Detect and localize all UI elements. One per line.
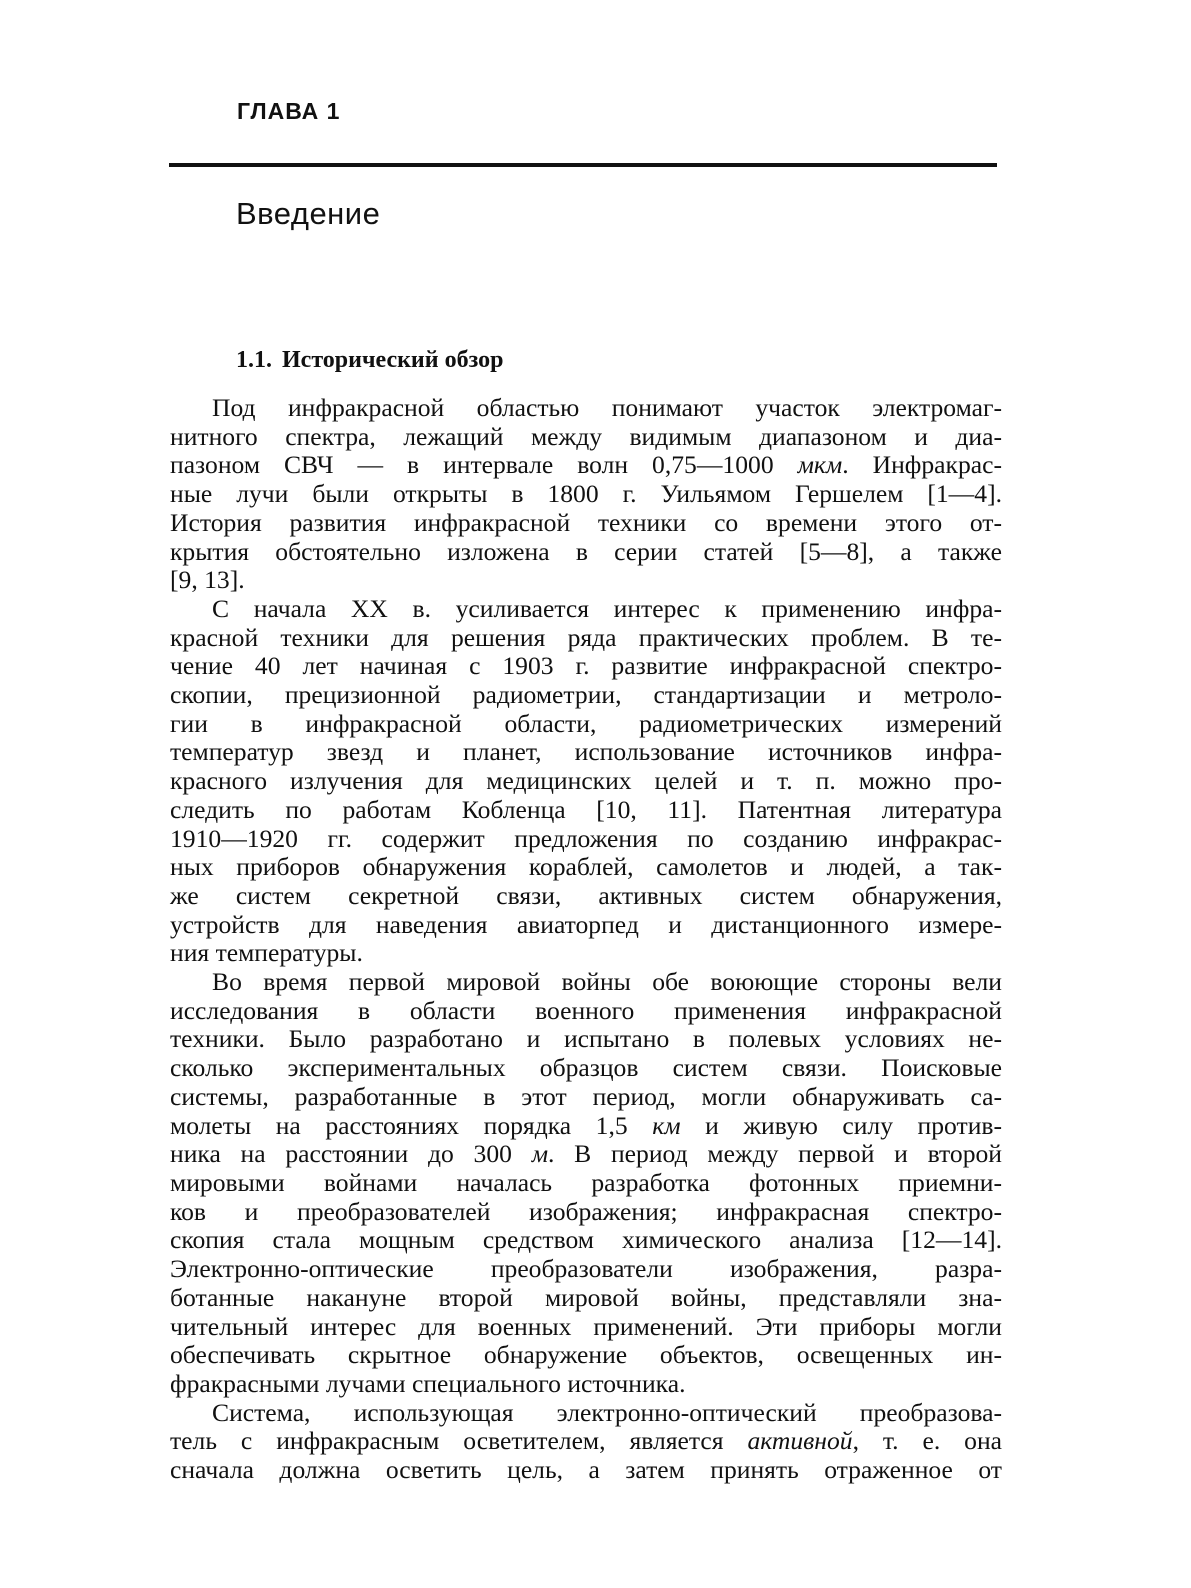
text-line: температур звезд и планет, использование источников инфра- bbox=[170, 737, 1002, 767]
text-line: сколько экспериментальных образцов систем связи. Поисковые bbox=[170, 1053, 1002, 1083]
text-line: мировыми войнами началась разработка фотонных приемни- bbox=[170, 1167, 1002, 1197]
text-line: Под инфракрасной областью понимают участок электромаг- bbox=[212, 393, 1002, 422]
chapter-title: Введение bbox=[236, 196, 381, 231]
text-line: скопии, прецизионной радиометрии, стандартизации и метроло- bbox=[170, 680, 1002, 710]
chapter-label: ГЛАВА 1 bbox=[237, 98, 341, 124]
text-line: красного излучения для медицинских целей и т. п. можно про- bbox=[170, 766, 1002, 796]
text-line: тель с инфракрасным осветителем, является активной, т. е. она bbox=[170, 1426, 1002, 1456]
paragraph bbox=[170, 968, 1002, 1399]
text-line: С начала XX в. усиливается интерес к применению инфра- bbox=[212, 593, 1002, 623]
text-line: обеспечивать скрытное обнаружение объектов, освещенных ин- bbox=[170, 1340, 1002, 1370]
text-line: исследования в области военного применения инфракрасной bbox=[170, 995, 1002, 1025]
italic-term: мкм bbox=[797, 450, 843, 480]
text-line: Система, использующая электронно-оптический преобразова- bbox=[212, 1397, 1002, 1427]
section-title: Исторический обзор bbox=[282, 347, 504, 373]
text-line: техники. Было разработано и испытано в полевых условиях не- bbox=[170, 1024, 1002, 1054]
text-line: крытия обстоятельно изложена в серии статей [5—8], а также bbox=[170, 536, 1002, 566]
italic-term: активной bbox=[747, 1426, 853, 1456]
text-line: скопия стала мощным средством химического анализа [12—14]. bbox=[170, 1225, 1002, 1255]
text-line: системы, разработанные в этот период, могли обнаруживать са- bbox=[170, 1081, 1002, 1111]
text-line: ных приборов обнаружения кораблей, самолетов и людей, а так- bbox=[170, 852, 1002, 882]
text-line: [9, 13]. bbox=[170, 565, 245, 595]
paragraph bbox=[170, 394, 1002, 595]
text-line: чение 40 лет начиная с 1903 г. развитие инфракрасной спектро- bbox=[170, 651, 1002, 681]
text-line: же систем секретной связи, активных систем обнаружения, bbox=[170, 880, 1002, 910]
text-line: ника на расстоянии до 300 м. В период между первой и второй bbox=[170, 1139, 1002, 1169]
text-line: сначала должна осветить цель, а затем принять отраженное от bbox=[170, 1455, 1002, 1485]
chapter-rule bbox=[169, 163, 997, 167]
body-text bbox=[170, 394, 1002, 1485]
text-line: ков и преобразователей изображения; инфракрасная спектро- bbox=[170, 1196, 1002, 1226]
text-line: молеты на расстояниях порядка 1,5 км и живую силу против- bbox=[170, 1110, 1002, 1140]
text-line: Во время первой мировой войны обе воюющие стороны вели bbox=[212, 967, 1002, 997]
text-line: устройств для наведения авиаторпед и дистанционного измере- bbox=[170, 909, 1002, 939]
text-line: ботанные накануне второй мировой войны, представляли зна- bbox=[170, 1282, 1002, 1312]
text-line: чительный интерес для военных применений. Эти приборы могли bbox=[170, 1311, 1002, 1341]
text-line: ные лучи были открыты в 1800 г. Уильямом Гершелем [1—4]. bbox=[170, 479, 1002, 509]
paragraph bbox=[170, 595, 1002, 968]
text-line: фракрасными лучами специального источника. bbox=[170, 1368, 686, 1398]
section-number: 1.1. bbox=[236, 347, 272, 373]
text-line: нитного спектра, лежащий между видимым диапазоном и диа- bbox=[170, 421, 1002, 451]
text-line: красной техники для решения ряда практических проблем. В те- bbox=[170, 622, 1002, 652]
paragraph bbox=[170, 1399, 1002, 1485]
text-line: ния температуры. bbox=[170, 938, 363, 968]
text-line: Электронно-оптические преобразователи изображения, разра- bbox=[170, 1254, 1002, 1284]
section-heading bbox=[236, 347, 503, 374]
text-line: 1910—1920 гг. содержит предложения по созданию инфракрас- bbox=[170, 823, 1002, 853]
text-line: История развития инфракрасной техники со времени этого от- bbox=[170, 507, 1002, 537]
italic-term: км bbox=[652, 1110, 681, 1140]
text-line: пазоном СВЧ — в интервале волн 0,75—1000 мкм. Инфракрас- bbox=[170, 450, 1002, 480]
text-line: следить по работам Кобленца [10, 11]. Патентная литература bbox=[170, 794, 1002, 824]
italic-term: м bbox=[531, 1139, 549, 1169]
text-line: гии в инфракрасной области, радиометрических измерений bbox=[170, 708, 1002, 738]
